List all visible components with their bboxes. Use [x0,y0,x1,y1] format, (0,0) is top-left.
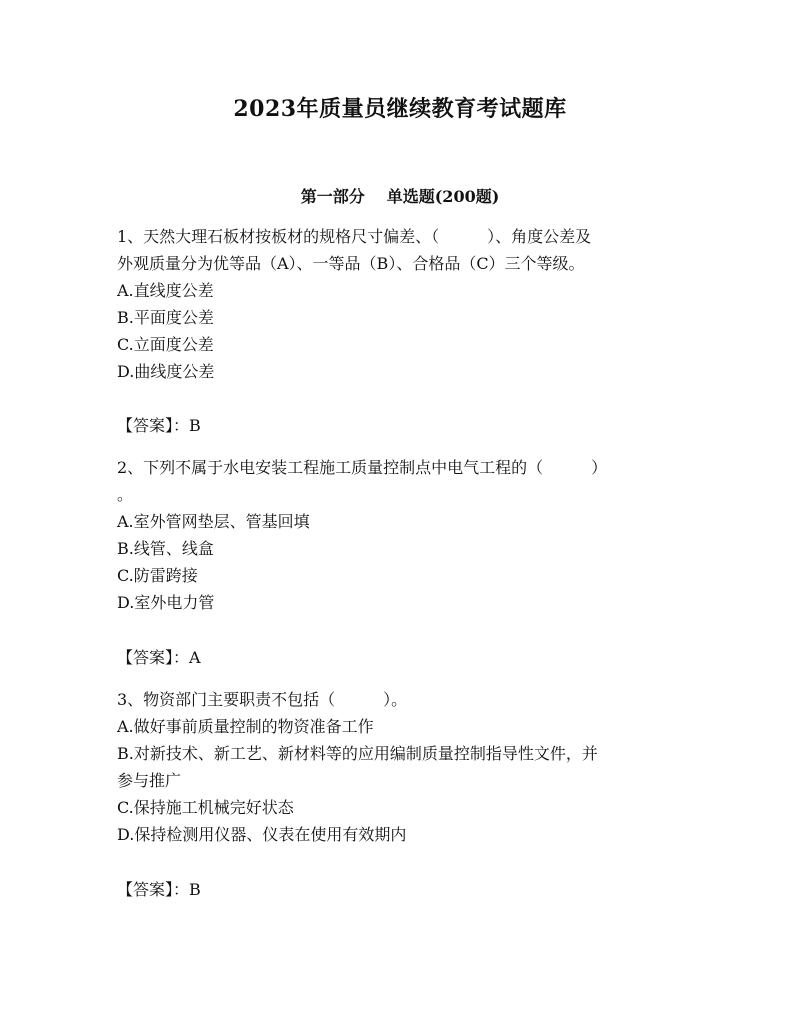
question-3-option-c: C.保持施工机械完好状态 [117,798,294,817]
section-heading [0,184,800,207]
question-1-option-c: C.立面度公差 [117,335,214,354]
question-1-text-line-1: 1、天然大理石板材按板材的规格尺寸偏差、（ ）、角度公差及 [117,227,592,246]
question-3-option-a: A.做好事前质量控制的物资准备工作 [117,717,374,736]
question-2-option-d: D.室外电力管 [117,593,215,612]
answer-label: 【答案】： [117,416,190,435]
answer-label: 【答案】： [117,648,190,667]
question-2-text-line-2: 。 [117,485,134,504]
question-3-text-line-1: 3、物资部门主要职责不包括（ ）。 [117,690,408,709]
question-3-option-d: D.保持检测用仪器、仪表在使用有效期内 [117,825,407,844]
document-title: 2023年质量员继续教育考试题库 [233,96,567,122]
answer-value: B [189,416,201,435]
answer-label: 【答案】： [117,880,190,899]
answer-value: B [189,880,201,899]
question-1-option-a: A.直线度公差 [117,281,214,300]
question-2-option-a: A.室外管网垫层、管基回填 [117,512,310,531]
section-name: 单选题(200题) [386,187,500,206]
question-1-option-d: D.曲线度公差 [117,362,215,381]
question-3-option-b: B.对新技术、新工艺、新材料等的应用编制质量控制指导性文件，并 [117,744,598,763]
question-2-answer [117,644,687,671]
question-1-option-b: B.平面度公差 [117,308,214,327]
question-1-answer [117,412,687,439]
question-3-answer [117,876,687,903]
answer-value: A [189,648,201,667]
question-3-option-b-cont: 参与推广 [117,771,182,790]
section-part: 第一部分 [300,187,365,206]
question-2-option-b: B.线管、线盒 [117,539,214,558]
question-2-option-c: C.防雷跨接 [117,566,198,585]
question-2 [117,454,687,616]
question-1 [117,223,687,385]
question-2-text-line-1: 2、下列不属于水电安装工程施工质量控制点中电气工程的（ ） [117,458,608,477]
question-1-text-line-2: 外观质量分为优等品（A）、一等品（B）、合格品（C）三个等级。 [117,254,585,273]
question-3 [117,686,687,848]
